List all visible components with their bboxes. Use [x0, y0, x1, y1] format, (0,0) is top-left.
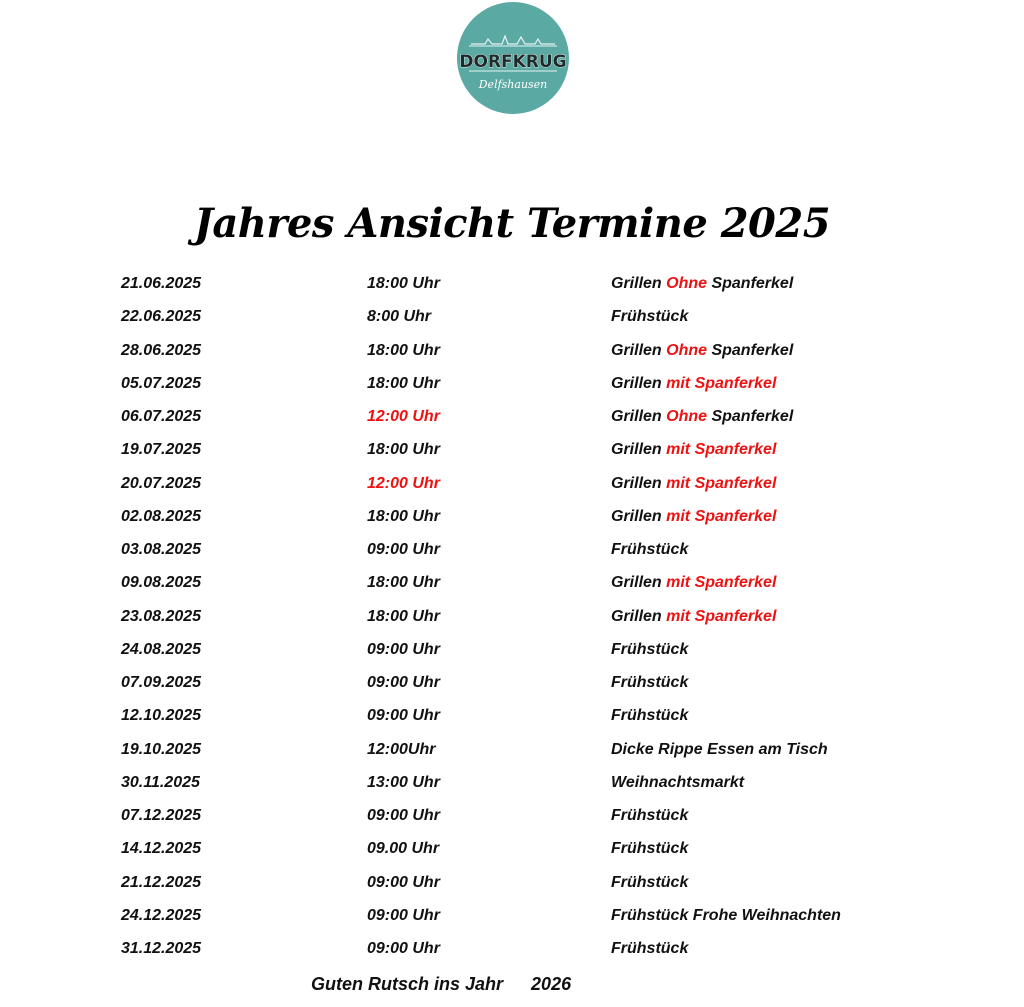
event-description-part: Spanferkel [707, 341, 794, 359]
event-time: 12:00 Uhr [367, 474, 440, 492]
footer-text: Guten Rutsch ins Jahr [311, 974, 504, 994]
event-row [0, 565, 1024, 598]
event-description-part: Frühstück [611, 308, 689, 326]
event-description [611, 674, 688, 692]
event-description-part: Frühstück [611, 707, 689, 725]
event-description [611, 375, 776, 393]
event-description-part: Grillen [611, 275, 667, 292]
event-time: 18:00 Uhr [367, 574, 440, 592]
event-description-part: Ohne [666, 275, 708, 292]
event-date: 30.11.2025 [121, 773, 200, 791]
event-row [0, 499, 1024, 532]
event-row [0, 865, 1024, 898]
event-time: 09:00 Uhr [367, 906, 440, 924]
event-description-part: Grillen [611, 474, 667, 492]
event-description [611, 541, 688, 559]
event-description [611, 774, 744, 792]
event-description-part: Ohne [666, 408, 708, 425]
event-description-part: Grillen [611, 607, 667, 625]
event-date: 22.06.2025 [121, 308, 202, 326]
event-description-part: mit Spanferkel [666, 374, 777, 392]
event-time: 09:00 Uhr [367, 940, 440, 957]
event-date: 12.10.2025 [121, 707, 202, 725]
event-description-part: Grillen [611, 441, 667, 459]
event-row [0, 665, 1024, 698]
footer [311, 974, 571, 995]
event-row [0, 532, 1024, 565]
event-date: 21.06.2025 [121, 275, 202, 292]
event-date: 20.07.2025 [121, 474, 202, 492]
event-date: 28.06.2025 [121, 341, 202, 359]
event-description [611, 308, 688, 326]
event-date: 14.12.2025 [121, 840, 202, 858]
event-date: 09.08.2025 [121, 574, 202, 592]
event-description-part: mit Spanferkel [666, 607, 777, 625]
event-description [611, 741, 828, 759]
event-row [0, 698, 1024, 731]
event-description [611, 707, 688, 725]
footer-year: 2026 [531, 974, 572, 994]
event-date: 21.12.2025 [121, 873, 202, 891]
event-time: 18:00 Uhr [367, 607, 440, 625]
event-description-part: Frühstück [611, 807, 689, 824]
event-time: 09:00 Uhr [367, 640, 440, 658]
event-date: 24.08.2025 [121, 640, 202, 658]
event-description-part: Frühstück [611, 840, 689, 858]
event-description [611, 940, 688, 958]
event-time: 18:00 Uhr [367, 374, 440, 392]
event-row [0, 931, 1024, 964]
event-description [611, 475, 776, 493]
event-description-part: Grillen [611, 341, 667, 359]
event-description-part: Grillen [611, 408, 667, 425]
event-description [611, 408, 793, 426]
event-description [611, 275, 793, 293]
event-description [611, 441, 776, 459]
event-row [0, 632, 1024, 665]
event-time: 09:00 Uhr [367, 541, 440, 558]
event-row [0, 831, 1024, 864]
event-description [611, 342, 793, 360]
event-date: 07.12.2025 [121, 807, 202, 824]
event-date: 06.07.2025 [121, 408, 202, 425]
event-time: 09:00 Uhr [367, 873, 440, 891]
event-description-part: mit Spanferkel [666, 441, 777, 459]
event-row [0, 299, 1024, 332]
event-row [0, 466, 1024, 499]
event-date: 07.09.2025 [121, 674, 202, 691]
event-description [611, 807, 688, 825]
event-date: 24.12.2025 [121, 906, 202, 924]
event-row [0, 765, 1024, 798]
event-description-part: Frühstück [611, 873, 689, 891]
event-row [0, 599, 1024, 632]
event-row [0, 399, 1024, 432]
event-time: 09:00 Uhr [367, 707, 440, 725]
event-description [611, 641, 688, 659]
event-time: 18:00 Uhr [367, 275, 440, 292]
event-time: 13:00 Uhr [367, 773, 440, 791]
event-time: 18:00 Uhr [367, 341, 440, 359]
event-description-part: Dicke Rippe Essen am Tisch [611, 740, 828, 758]
logo-name: DORFKRUG [459, 52, 567, 72]
event-row [0, 366, 1024, 399]
event-description-part: mit Spanferkel [666, 507, 777, 525]
event-date: 05.07.2025 [121, 374, 202, 392]
event-description [611, 574, 776, 592]
event-description [611, 840, 688, 858]
event-date: 03.08.2025 [121, 541, 202, 558]
event-row [0, 732, 1024, 765]
event-description [611, 608, 776, 626]
event-table [0, 266, 1024, 964]
event-time: 12:00Uhr [367, 740, 436, 758]
event-description [611, 907, 841, 925]
event-description [611, 508, 776, 526]
event-time: 09:00 Uhr [367, 807, 440, 824]
event-date: 19.07.2025 [121, 441, 202, 459]
event-description-part: Frühstück Frohe Weihnachten [611, 906, 841, 924]
event-row [0, 798, 1024, 831]
event-description-part: Weihnachtsmarkt [611, 773, 745, 791]
event-date: 23.08.2025 [121, 607, 202, 625]
event-date: 02.08.2025 [121, 507, 202, 525]
event-description-part: Grillen [611, 374, 667, 392]
event-description-part: Spanferkel [707, 275, 794, 292]
event-description-part: Grillen [611, 507, 667, 525]
event-description-part: Grillen [611, 574, 667, 592]
event-description [611, 874, 688, 892]
logo-place: Delfshausen [478, 78, 548, 91]
event-time: 09:00 Uhr [367, 674, 440, 691]
event-date: 19.10.2025 [121, 740, 202, 758]
event-date: 31.12.2025 [121, 940, 202, 957]
page-title: Jahres Ansicht Termine 2025 [193, 200, 831, 247]
event-row [0, 333, 1024, 366]
event-description-part: Frühstück [611, 640, 689, 658]
event-time: 18:00 Uhr [367, 441, 440, 459]
event-description-part: Frühstück [611, 674, 689, 691]
dorfkrug-logo [455, 0, 571, 116]
event-time: 8:00 Uhr [367, 308, 432, 326]
event-description-part: mit Spanferkel [666, 474, 777, 492]
event-row [0, 898, 1024, 931]
event-time: 12:00 Uhr [367, 408, 440, 425]
event-description-part: Ohne [666, 341, 708, 359]
event-description-part: mit Spanferkel [666, 574, 777, 592]
event-description-part: Spanferkel [707, 408, 794, 425]
event-row [0, 266, 1024, 299]
event-description-part: Frühstück [611, 541, 689, 558]
event-time: 09.00 Uhr [367, 840, 440, 858]
event-row [0, 432, 1024, 465]
event-time: 18:00 Uhr [367, 507, 440, 525]
event-description-part: Frühstück [611, 940, 689, 957]
